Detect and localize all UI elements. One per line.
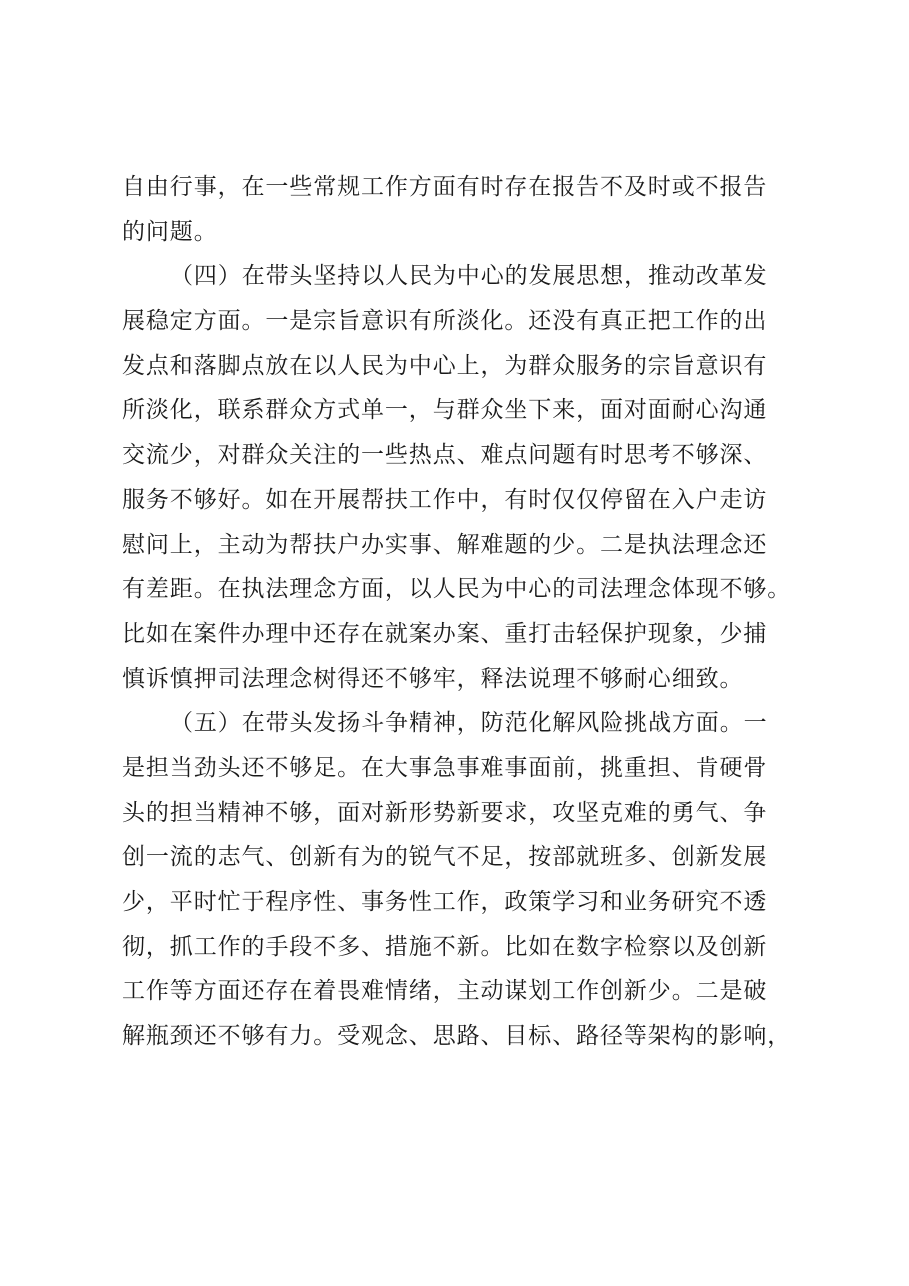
text-line: 有差距。在执法理念方面，以人民为中心的司法理念体现不够。 xyxy=(122,576,792,603)
text-line: 头的担当精神不够，面对新形势新要求，攻坚克难的勇气、争 xyxy=(122,799,768,826)
text-line: 解瓶颈还不够有力。受观念、思路、目标、路径等架构的影响， xyxy=(122,1023,792,1050)
text-line: 展稳定方面。一是宗旨意识有所淡化。还没有真正把工作的出 xyxy=(122,308,768,335)
text-line: 创一流的志气、创新有为的锐气不足，按部就班多、创新发展 xyxy=(122,844,768,871)
text-line: 彻，抓工作的手段不多、措施不新。比如在数字检察以及创新 xyxy=(122,933,768,960)
text-line: 的问题。 xyxy=(122,218,218,245)
text-line: 比如在案件办理中还存在就案办案、重打击轻保护现象，少捕 xyxy=(122,620,768,647)
section-heading-line: （五）在带头发扬斗争精神，防范化解风险挑战方面。一 xyxy=(170,710,768,737)
text-line: 工作等方面还存在着畏难情绪，主动谋划工作创新少。二是破 xyxy=(122,978,768,1005)
text-line: 交流少，对群众关注的一些热点、难点问题有时思考不够深、 xyxy=(122,442,768,469)
text-line: 是担当劲头还不够足。在大事急事难事面前，挑重担、肯硬骨 xyxy=(122,754,768,781)
text-line: 所淡化，联系群众方式单一，与群众坐下来，面对面耐心沟通 xyxy=(122,397,768,424)
text-line: 服务不够好。如在开展帮扶工作中，有时仅仅停留在入户走访 xyxy=(122,486,768,513)
document-body xyxy=(122,165,802,1059)
text-line: 慎诉慎押司法理念树得还不够牢，释法说理不够耐心细致。 xyxy=(122,665,744,692)
text-line: 发点和落脚点放在以人民为中心上，为群众服务的宗旨意识有 xyxy=(122,352,768,379)
text-line: 慰问上，主动为帮扶户办实事、解难题的少。二是执法理念还 xyxy=(122,531,768,558)
section-heading-line: （四）在带头坚持以人民为中心的发展思想，推动改革发 xyxy=(170,263,768,290)
text-line: 少，平时忙于程序性、事务性工作，政策学习和业务研究不透 xyxy=(122,889,768,915)
text-line: 自由行事，在一些常规工作方面有时存在报告不及时或不报告 xyxy=(122,174,768,200)
